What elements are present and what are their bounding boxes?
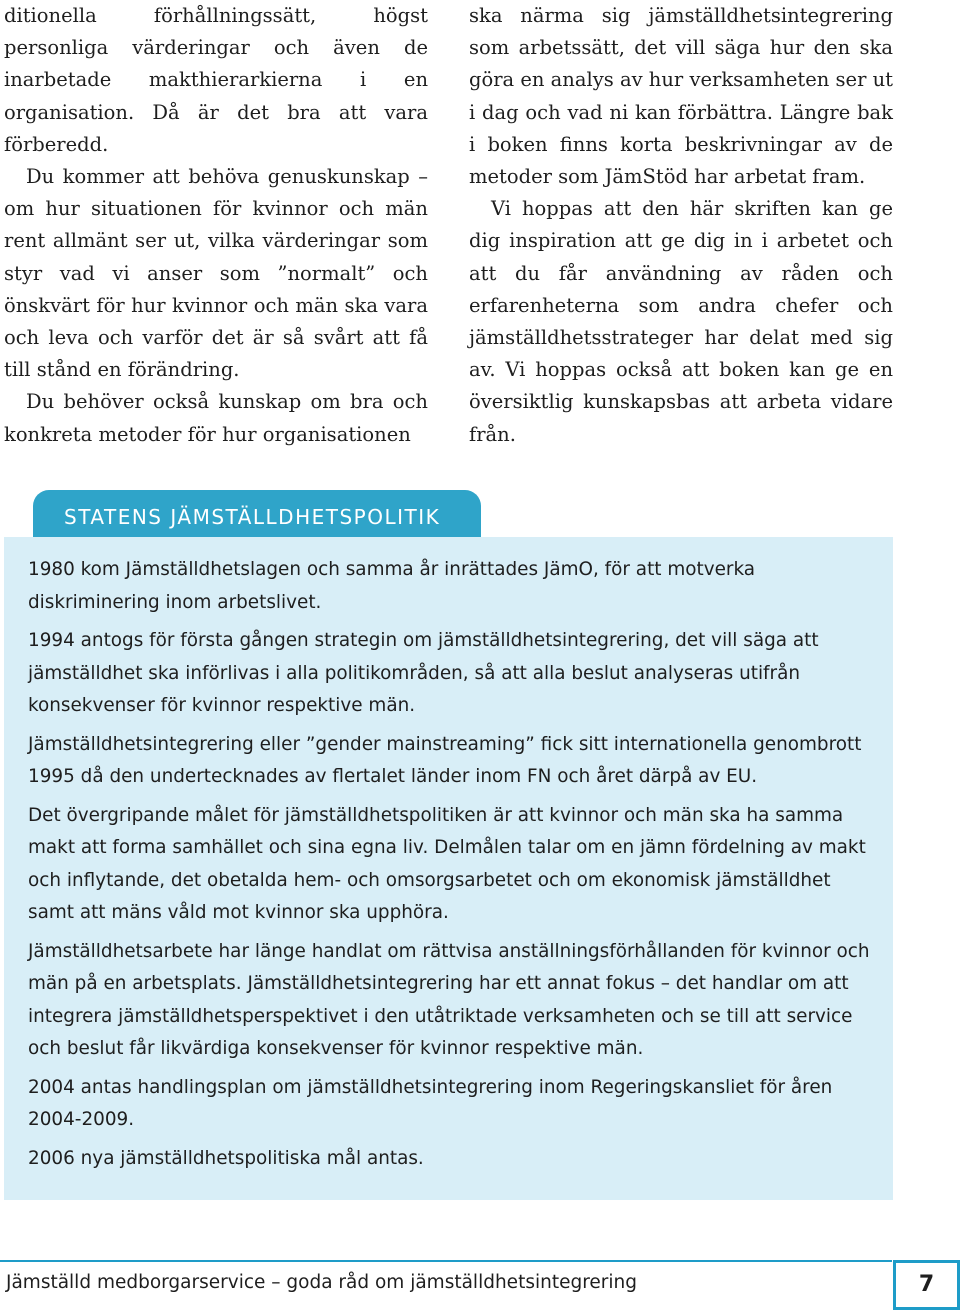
- left-text-column: [4, 0, 428, 451]
- factbox-paragraph: 1980 kom Jämställdhetslagen och samma år inrättades JämO, för att motverka diskriminering inom arbetslivet.: [28, 559, 756, 613]
- factbox-paragraph: Jämställdhetsarbete har länge handlat om rättvisa anställningsförhållanden för kvinnor och män på en arbetsplats. Jämställdhetsintegrering har ett annat fokus – det handlar om att integrera jämställdhetsperspektivet i den utåtriktade verksamheten och se till att service och beslut får likvärdiga konsekvenser för kvinnor respektive män.: [28, 940, 870, 1059]
- factbox-title-tab: [33, 490, 481, 538]
- right-text-column: [469, 0, 893, 451]
- factbox-paragraph: Det övergripande målet för jämställdhetspolitiken är att kvinnor och män ska ha samma makt att forma samhället och sina egna liv. Delmålen talar om en jämn fördelning av makt och inflytande, det obetalda hem- och omsorgsarbetet och om ekonomisk jämställdhet samt att mäns våld mot kvinnor ska upphöra.: [28, 804, 866, 923]
- left-paragraph-2: Du kommer att behöva genuskunskap – om hur situationen för kvinnor och män rent allmänt ser ut, vilka värderingar som styr vad vi anser som ”normalt” och önskvärt för hur kvinnor och män ska vara och leva och varför det är så svårt att få till stånd en förändring.: [4, 165, 428, 382]
- factbox: [4, 537, 893, 1200]
- left-paragraph-1: ditionella förhållningssätt, högst personliga värderingar och även de inarbetade makthierarkierna i en organisation. Då är det bra att vara förberedd.: [4, 4, 428, 156]
- right-paragraph-2: Vi hoppas att den här skriften kan ge dig inspiration att ge dig in i arbetet och att du får användning av råden och erfarenheterna som andra chefer och jämställdhetsstrateger har delat med sig av. Vi hoppas också att boken kan ge en översiktlig kunskapsbas att arbeta vidare från.: [469, 197, 893, 446]
- right-paragraph-1: ska närma sig jämställdhetsintegrering som arbetssätt, det vill säga hur den ska göra en analys av hur verksamheten ser ut i dag och vad ni kan förbättra. Längre bak i boken finns korta beskrivningar av de metoder som JämStöd har arbetat fram.: [469, 4, 893, 189]
- factbox-paragraph: 2004 antas handlingsplan om jämställdhetsintegrering inom Regeringskansliet för åren 2004-2009.: [28, 1076, 833, 1130]
- footer-title: Jämställd medborgarservice – goda råd om jämställdhetsintegrering: [6, 1272, 637, 1293]
- factbox-title: STATENS JÄMSTÄLLDHETSPOLITIK: [64, 505, 441, 529]
- footer-rule: [0, 1260, 892, 1262]
- left-paragraph-3: Du behöver också kunskap om bra och konkreta metoder för hur organisationen: [4, 390, 428, 446]
- factbox-paragraph: 1994 antogs för första gången strategin om jämställdhetsintegrering, det vill säga att jämställdhet ska införlivas i alla politikområden, så att alla beslut analyseras utifrån konsekvenser för kvinnor respektive män.: [28, 630, 819, 716]
- page-number: 7: [893, 1260, 960, 1310]
- factbox-paragraph: Jämställdhetsintegrering eller ”gender mainstreaming” fick sitt internationella genombrott 1995 då den undertecknades av flertalet länder inom FN och året därpå av EU.: [28, 733, 862, 787]
- factbox-paragraph: 2006 nya jämställdhetspolitiska mål antas.: [28, 1147, 424, 1169]
